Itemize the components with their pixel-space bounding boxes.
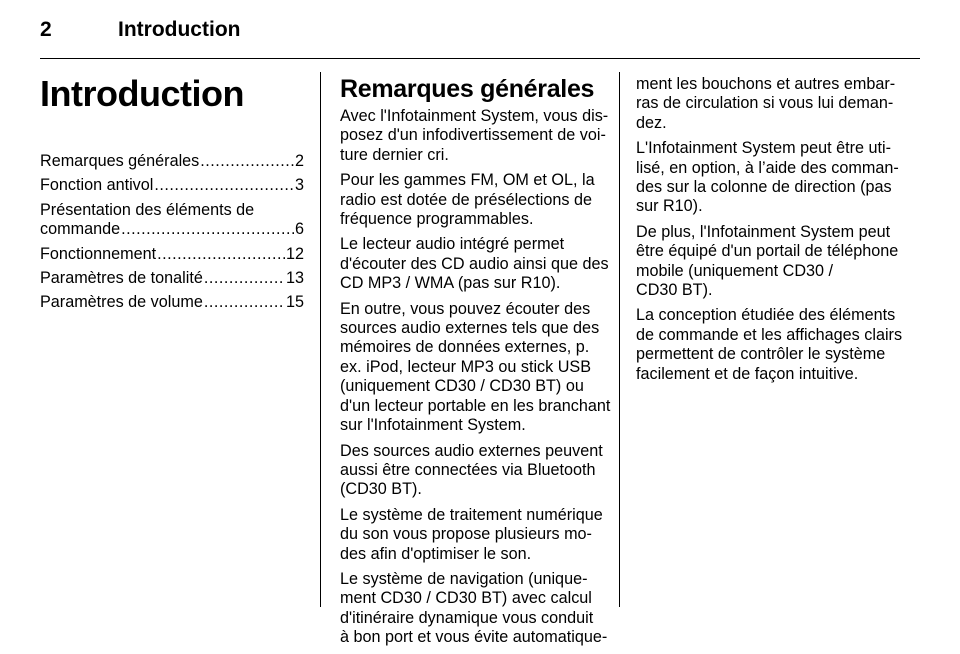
section-title: Remarques générales: [340, 75, 595, 103]
page-header: [40, 18, 920, 48]
paragraph: [340, 299, 611, 436]
section-body: [340, 107, 611, 648]
text-line: dez.: [636, 113, 667, 132]
text-line: sources audio externes tels que des: [340, 319, 600, 338]
toc-entry[interactable]: [40, 176, 304, 195]
text-line: des afin d'optimiser le son.: [340, 544, 532, 563]
text-line: mobile (uniquement CD30 /: [636, 261, 834, 280]
column-divider: [320, 72, 321, 607]
text-line: mémoires de données externes, p.: [340, 338, 590, 357]
paragraph: [636, 139, 904, 217]
text-line: La conception étudiée des éléments: [636, 306, 896, 325]
toc-column: [40, 72, 304, 318]
toc-entry-label: Fonctionnement: [40, 244, 157, 263]
text-line: facilement et de façon intuitive.: [636, 364, 859, 383]
toc-entry-label: Remarques générales: [40, 152, 200, 170]
text-line: En outre, vous pouvez écouter des: [340, 299, 591, 318]
paragraph: [340, 569, 608, 648]
toc-page-number: 6: [294, 220, 304, 239]
text-line: ras de circulation si vous lui deman-: [636, 94, 894, 113]
text-line: d'un lecteur portable en les branchant: [340, 396, 611, 415]
paragraph: [636, 223, 904, 301]
text-line: fréquence programmables.: [340, 210, 534, 229]
toc-entry-label: Paramètres de tonalité: [40, 269, 203, 288]
toc-entry-label: Présentation des éléments de: [40, 200, 255, 219]
paragraph: [340, 171, 604, 229]
toc-leader-dots: [121, 220, 294, 239]
text-line: d'itinéraire dynamique vous conduit: [340, 608, 594, 627]
text-line: à bon port et vous évite automatique-: [340, 628, 608, 647]
toc-page-number: 3: [294, 176, 304, 195]
text-line: CD30 BT).: [636, 281, 713, 300]
text-line: du son vous propose plusieurs mo-: [340, 525, 592, 544]
text-line: posez d'un infodivertissement de voi-: [340, 126, 606, 145]
text-line: (CD30 BT).: [340, 480, 422, 499]
text-line: ture dernier cri.: [340, 145, 449, 164]
toc-entry-label: Fonction antivol: [40, 176, 154, 195]
text-line: Avec l'Infotainment System, vous dis-: [340, 107, 609, 125]
column-divider: [619, 72, 620, 607]
text-line: ex. iPod, lecteur MP3 ou stick USB: [340, 357, 592, 376]
text-line: Le lecteur audio intégré permet: [340, 235, 565, 254]
toc-page-number: 2: [294, 152, 304, 170]
text-line: aussi être connectées via Bluetooth: [340, 460, 596, 479]
text-line: L'Infotainment System peut être uti-: [636, 139, 892, 158]
running-header-title: Introduction: [118, 18, 241, 41]
paragraph: [340, 235, 609, 293]
toc-entry-label: commande: [40, 220, 121, 239]
header-rule: [40, 58, 920, 59]
toc-entry[interactable]: [40, 201, 304, 240]
toc-page-number: 15: [285, 293, 304, 312]
text-line: Le système de traitement numérique: [340, 505, 603, 524]
text-line: CD MP3 / WMA (pas sur R10).: [340, 274, 561, 293]
toc-page-number: 12: [285, 244, 304, 263]
section-body-continued: [636, 75, 904, 384]
text-line: d'écouter des CD audio ainsi que des: [340, 254, 609, 273]
page-number: 2: [40, 18, 52, 41]
text-line: permettent de contrôler le système: [636, 345, 886, 364]
toc-page-number: 13: [285, 269, 304, 288]
toc-entry[interactable]: [40, 293, 304, 312]
paragraph: [636, 306, 904, 384]
text-line: radio est dotée de présélections de: [340, 190, 592, 209]
toc-entry[interactable]: [40, 245, 304, 264]
text-line: (uniquement CD30 / CD30 BT) ou: [340, 377, 584, 396]
toc-entry[interactable]: [40, 269, 304, 288]
text-line: sur R10).: [636, 197, 703, 216]
toc-entry-label: Paramètres de volume: [40, 293, 203, 312]
paragraph: [340, 107, 609, 165]
paragraph: [636, 75, 904, 133]
text-line: ment les bouchons et autres embar-: [636, 75, 896, 93]
paragraph: [340, 506, 604, 564]
text-line: sur l'Infotainment System.: [340, 416, 526, 435]
toc-leader-dots: [157, 245, 285, 264]
text-line: être équipé d'un portail de téléphone: [636, 242, 899, 261]
text-line: Pour les gammes FM, OM et OL, la: [340, 171, 595, 190]
toc-leader-dots: [154, 176, 294, 195]
text-line: Des sources audio externes peuvent: [340, 441, 603, 460]
toc-leader-dots: [200, 152, 294, 171]
toc-leader-dots: [204, 269, 285, 288]
text-column-right: [636, 75, 904, 390]
text-line: De plus, l'Infotainment System peut: [636, 222, 891, 241]
text-line: de commande et les affichages clairs: [636, 325, 903, 344]
table-of-contents: [40, 152, 304, 313]
text-line: des sur la colonne de direction (pas: [636, 178, 892, 197]
text-column-middle: [340, 75, 611, 654]
text-line: Le système de navigation (unique-: [340, 569, 588, 588]
text-line: ment CD30 / CD30 BT) avec calcul: [340, 589, 592, 608]
paragraph: [340, 442, 604, 500]
toc-leader-dots: [204, 293, 285, 312]
toc-entry[interactable]: [40, 152, 304, 171]
chapter-title: Introduction: [40, 73, 244, 114]
text-line: lisé, en option, à l’aide des comman-: [636, 158, 899, 177]
